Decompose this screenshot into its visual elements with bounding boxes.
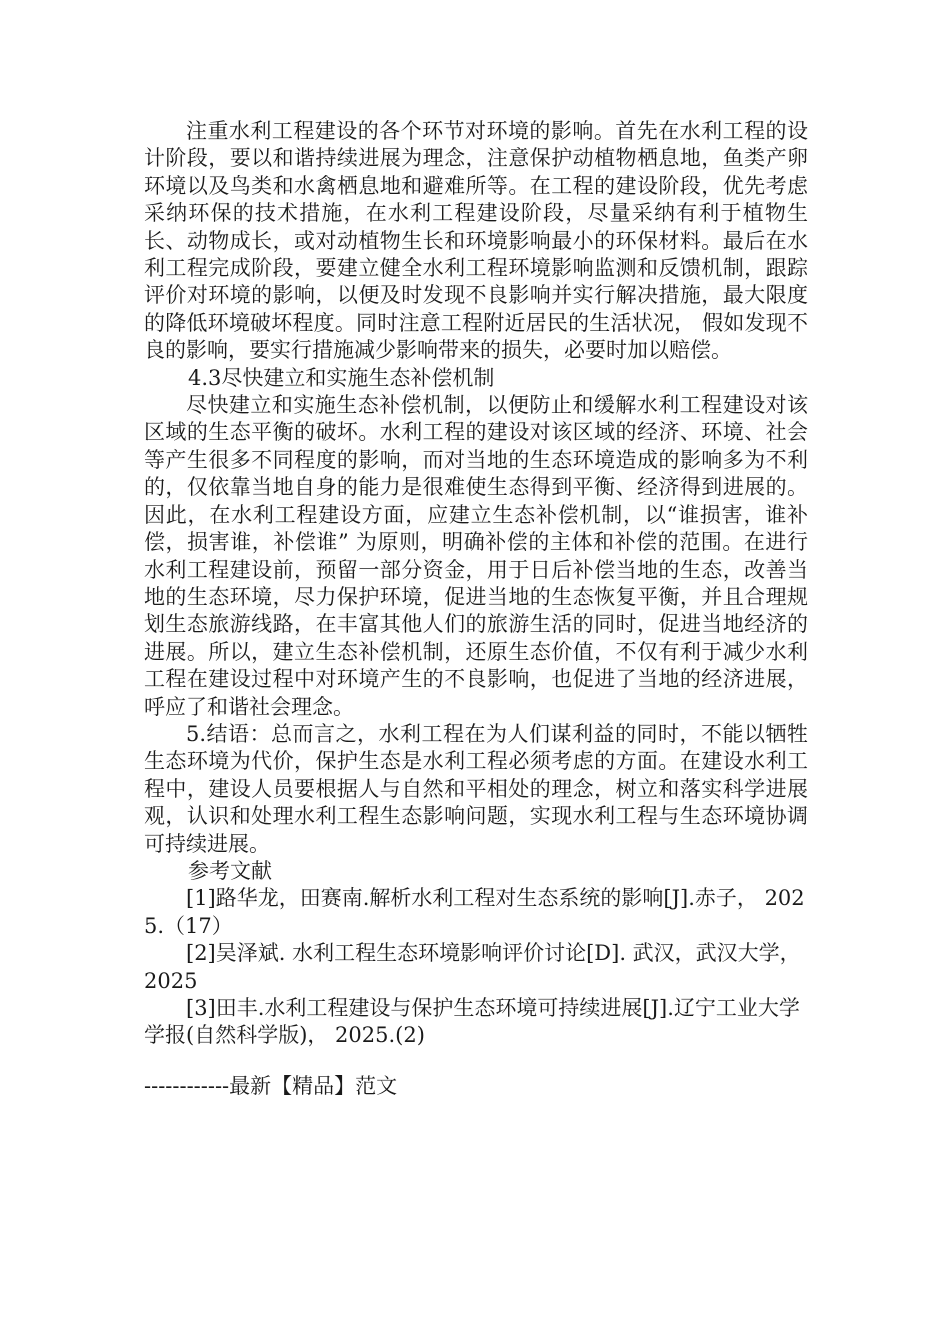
document-body xyxy=(144,118,808,1050)
reference-item: [1]路华龙，田赛南.解析水利工程对生态系统的影响[J].赤子， 2025.（17） xyxy=(144,886,805,938)
references-title: 参考文献 xyxy=(188,858,272,883)
paragraph-environment-impact: 注重水利工程建设的各个环节对环境的影响。首先在水利工程的设计阶段，要以和谐持续进展为理念，注意保护动植物栖息地，鱼类产卵环境以及鸟类和水禽栖息地和避难所等。在工程的建设阶段，优先考虑采纳环保的技术措施，在水利工程建设阶段，尽量采纳有利于植物生长、动物成长，或对动植物生长和环境影响最小的环保材料。最后在水利工程完成阶段，要建立健全水利工程环境影响监测和反馈机制，跟踪评价对环境的影响，以便及时发现不良影响并实行解决措施，最大限度的降低环境破坏程度。同时注意工程附近居民的生活状况， 假如发现不良的影响，要实行措施减少影响带来的损失，必要时加以赔偿。 xyxy=(144,119,808,363)
reference-item: [2]吴泽斌. 水利工程生态环境影响评价讨论[D]. 武汉，武汉大学，2025 xyxy=(144,941,801,993)
section-heading: 4.3尽快建立和实施生态补偿机制 xyxy=(188,365,495,390)
reference-item: [3]田丰.水利工程建设与保护生态环境可持续进展[J].辽宁工业大学学报(自然科学版)， 2025.(2) xyxy=(144,996,800,1048)
paragraph-eco-compensation: 尽快建立和实施生态补偿机制，以便防止和缓解水利工程建设对该区域的生态平衡的破坏。水利工程的建设对该区域的经济、环境、社会等产生很多不同程度的影响，而对当地的生态环境造成的影响多为不利的，仅依靠当地自身的能力是很难使生态得到平衡、经济得到进展的。因此，在水利工程建设方面，应建立生态补偿机制，以“谁损害，谁补偿，损害谁，补偿谁” 为原则，明确补偿的主体和补偿的范围。在进行水利工程建设前，预留一部分资金，用于日后补偿当地的生态，改善当地的生态环境，尽力保护环境，促进当地的生态恢复平衡，并且合理规划生态旅游线路，在丰富其他人们的旅游生活的同时，促进当地经济的进展。所以，建立生态补偿机制，还原生态价值，不仅有利于减少水利工程在建设过程中对环境产生的不良影响，也促进了当地的经济进展，呼应了和谐社会理念。 xyxy=(144,393,808,719)
footer-text: ------------最新【精品】范文 xyxy=(144,1074,398,1098)
paragraph-conclusion: 5.结语：总而言之，水利工程在为人们谋利益的同时，不能以牺牲生态环境为代价，保护生态是水利工程必须考虑的方面。在建设水利工程中，建设人员要根据人与自然和平相处的理念，树立和落实科学进展观，认识和处理水利工程生态影响问题，实现水利工程与生态环境协调可持续进展。 xyxy=(144,721,808,856)
